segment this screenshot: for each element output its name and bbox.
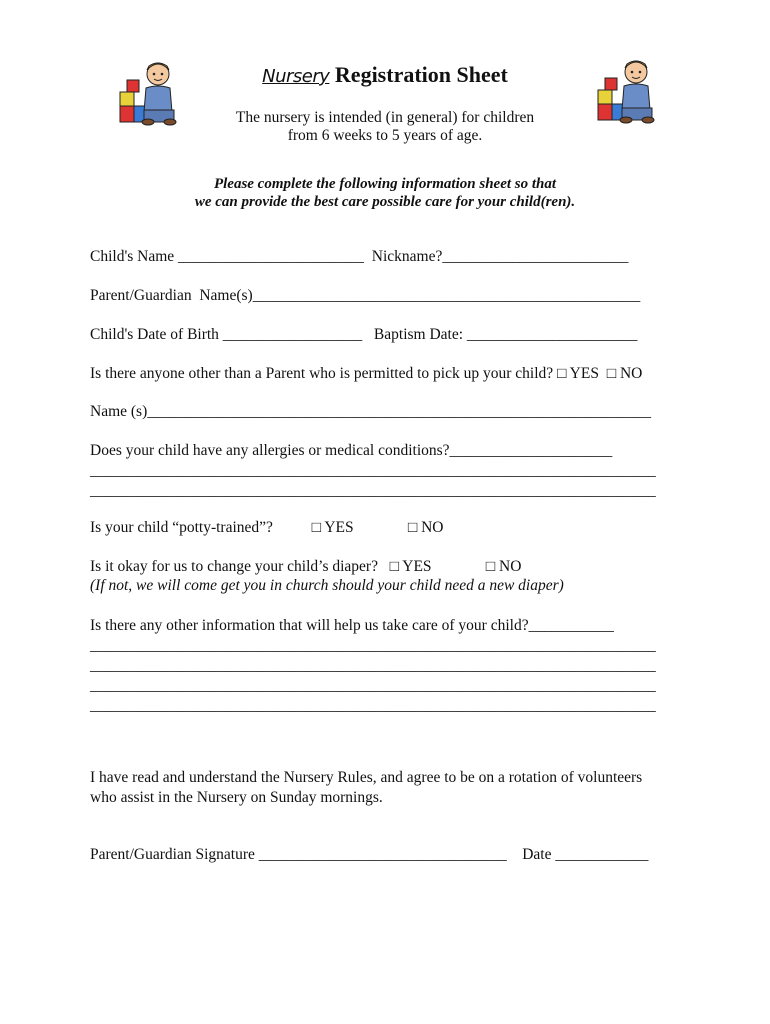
intro-line-2: from 6 weeks to 5 years of age.	[287, 127, 483, 144]
allergies-line-1[interactable]: _________________________________________________________________________	[90, 462, 656, 479]
diaper-question[interactable]: Is it okay for us to change your child’s diaper? □ YES □ NO	[90, 558, 522, 575]
diaper-note: (If not, we will come get you in church should your child need a new diaper)	[90, 577, 564, 594]
page-title	[0, 62, 770, 88]
potty-trained-question[interactable]: Is your child “potty-trained”? □ YES □ NO	[90, 519, 444, 536]
other-info-line-1[interactable]: _________________________________________________________________________	[90, 637, 656, 654]
intro-line-1: The nursery is intended (in general) for children	[235, 109, 535, 126]
agreement-line-2: who assist in the Nursery on Sunday mornings.	[90, 789, 383, 806]
instructions-line-1: Please complete the following information sheet so that	[213, 176, 557, 192]
signature-date-field[interactable]: Parent/Guardian Signature ________________________________ Date ____________	[90, 846, 649, 863]
title-nursery-word: Nursery	[262, 66, 330, 87]
other-info-line-4[interactable]: _________________________________________________________________________	[90, 697, 656, 714]
child-name-field[interactable]: Child's Name ________________________ Nickname?________________________	[90, 248, 629, 265]
other-info-field[interactable]: Is there any other information that will help us take care of your child?___________	[90, 617, 614, 634]
agreement-line-1: I have read and understand the Nursery Rules, and agree to be on a rotation of volunteers	[90, 769, 643, 786]
other-info-line-3[interactable]: _________________________________________________________________________	[90, 677, 656, 694]
instructions-line-2: we can provide the best care possible care for your child(ren).	[194, 194, 576, 210]
title-rest: Registration Sheet	[334, 62, 508, 87]
pickup-names-field[interactable]: Name (s)_________________________________________________________________	[90, 403, 651, 420]
pickup-question[interactable]: Is there anyone other than a Parent who is permitted to pick up your child? □ YES □ NO	[90, 365, 643, 382]
allergies-field[interactable]: Does your child have any allergies or medical conditions?_____________________	[90, 442, 613, 459]
other-info-line-2[interactable]: _________________________________________________________________________	[90, 657, 656, 674]
allergies-line-2[interactable]: _________________________________________________________________________	[90, 482, 656, 499]
guardian-names-field[interactable]: Parent/Guardian Name(s)__________________________________________________	[90, 287, 641, 304]
dob-baptism-field[interactable]: Child's Date of Birth __________________ Baptism Date: ______________________	[90, 326, 638, 343]
